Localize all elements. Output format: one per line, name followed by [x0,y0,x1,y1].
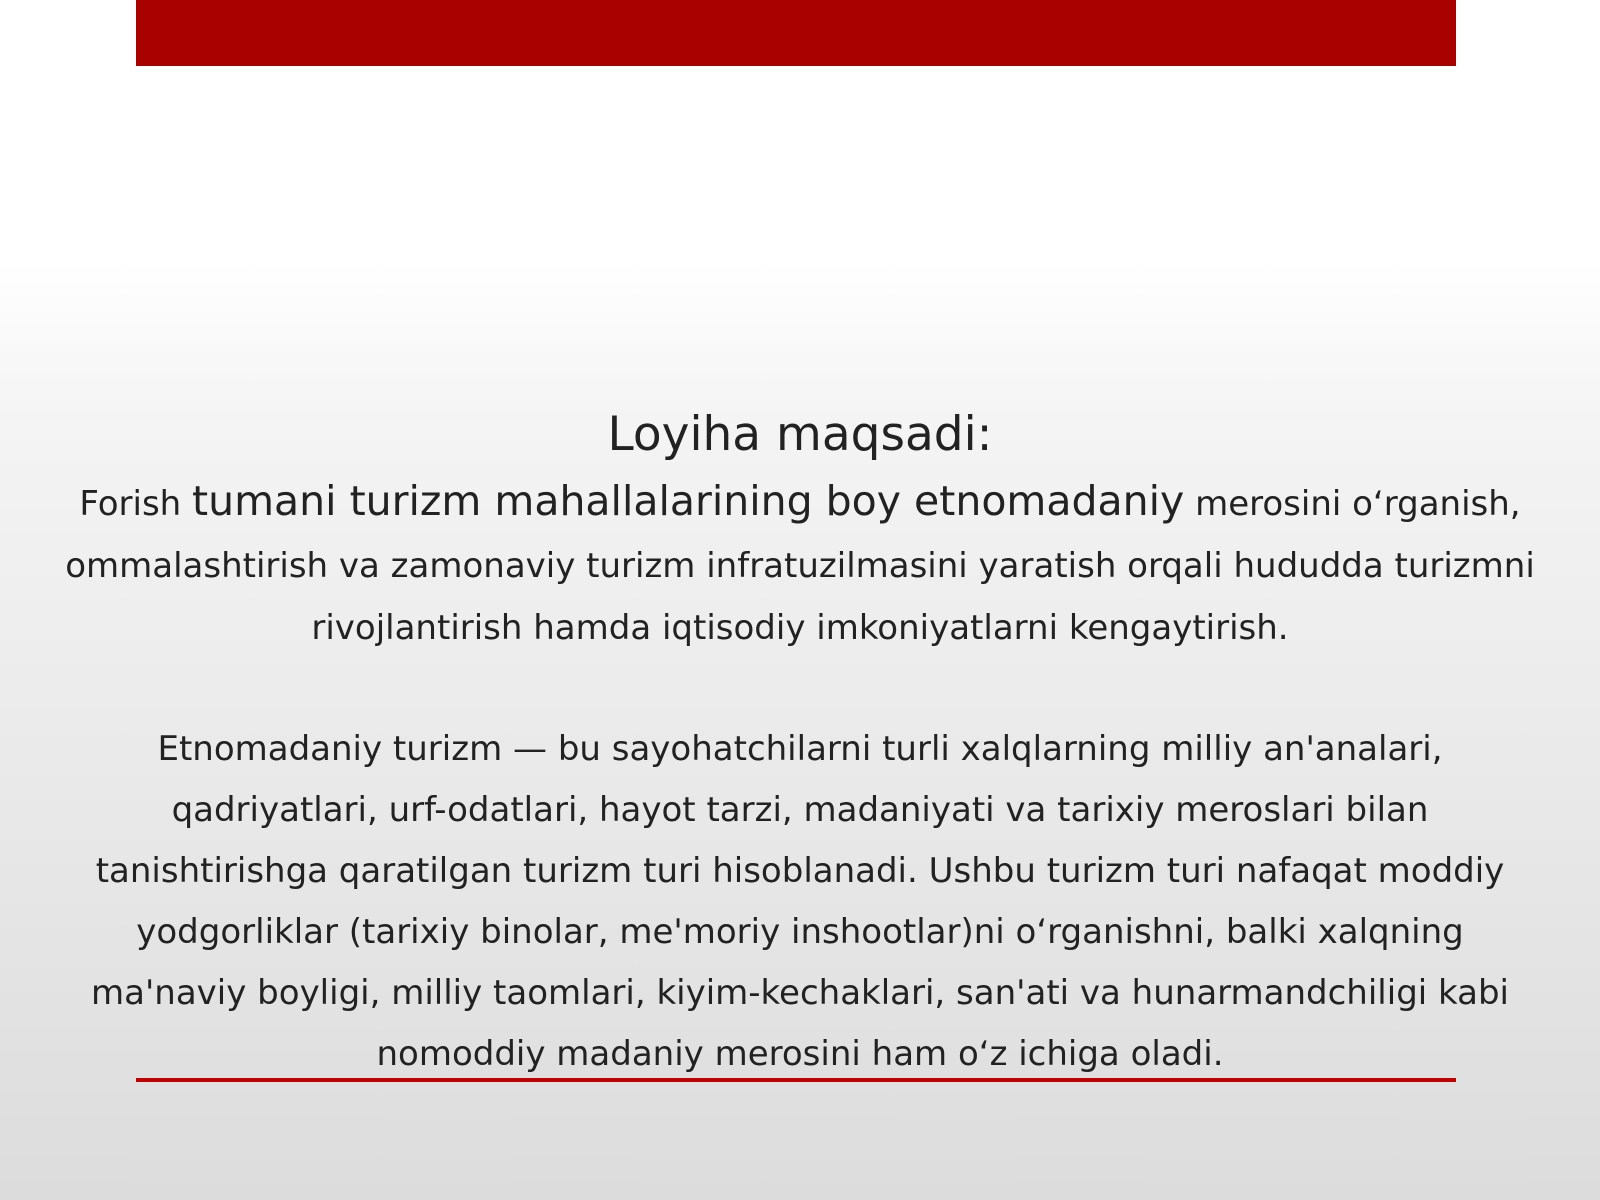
top-accent-band [136,0,1456,66]
goal-text-part1: Forish [79,484,193,524]
slide-title: Loyiha maqsadi: [607,407,993,462]
goal-text-part3: merosini o‘rganish, ommalashtirish va zamonaviy turizm infratuzilmasini yaratish orqali hududda turizmni rivojlantirish hamda iqtisodiy imkoniyatlarni kengaytirish. [65,484,1535,648]
goal-text-part2: tumani turizm mahallalarining boy etnomadaniy [192,477,1185,525]
slide-content [54,400,1546,1085]
goal-paragraph [54,470,1546,659]
definition-paragraph: Etnomadaniy turizm — bu sayohatchilarni turli xalqlarning milliy an'analari, qadriyatlari, urf-odatlari, hayot tarzi, madaniyati va tarixiy meroslari bilan tanishtirishga qaratilgan turizm turi hisoblanadi. Ushbu turizm turi nafaqat moddiy yodgorliklar (tarixiy binolar, me'moriy inshootlar)ni o‘rganishni, balki xalqning ma'naviy boyligi, milliy taomlari, kiyim-kechaklari, san'ati va hunarmandchiligi kabi nomoddiy madaniy merosini ham o‘z ichiga oladi. [91,729,1509,1074]
bottom-divider [136,1078,1456,1082]
